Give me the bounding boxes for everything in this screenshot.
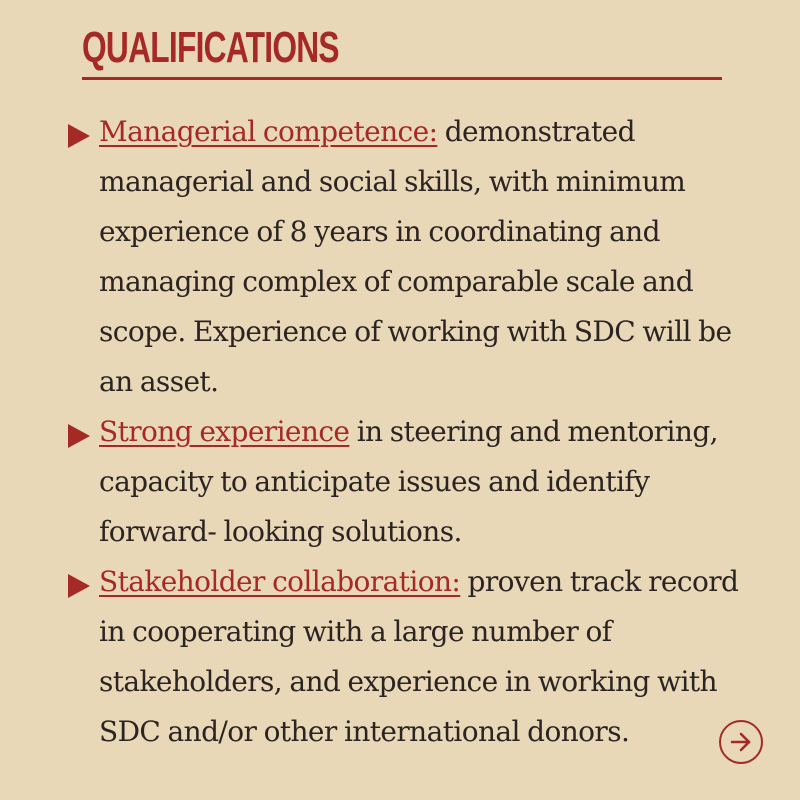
list-item — [66, 557, 766, 757]
qualification-text: demonstrated managerial and social skills, with minimum experience of 8 years in coordinating and managing complex of comparable scale and scope. Experience of working with SDC will be an asset. — [99, 115, 732, 398]
page-title: QUALIFICATIONS — [82, 23, 339, 72]
title-underline — [82, 77, 722, 80]
list-item — [66, 407, 766, 557]
triangle-bullet-icon — [68, 124, 90, 148]
triangle-bullet-icon — [68, 424, 90, 448]
triangle-bullet-icon — [68, 574, 90, 598]
qualifications-list — [66, 107, 766, 757]
qualification-heading: Stakeholder collaboration: — [99, 565, 461, 598]
qualification-heading: Managerial competence: — [99, 115, 438, 148]
arrow-right-circle-icon — [728, 729, 754, 755]
qualification-heading: Strong experience — [99, 415, 350, 448]
next-button[interactable] — [719, 720, 763, 764]
qualification-text: in steering and mentoring, capacity to anticipate issues and identify forward- looking solutions. — [99, 415, 718, 548]
list-item — [66, 107, 766, 407]
qualification-text: proven track record in cooperating with a large number of stakeholders, and experience in working with SDC and/or other international donors. — [99, 565, 739, 748]
